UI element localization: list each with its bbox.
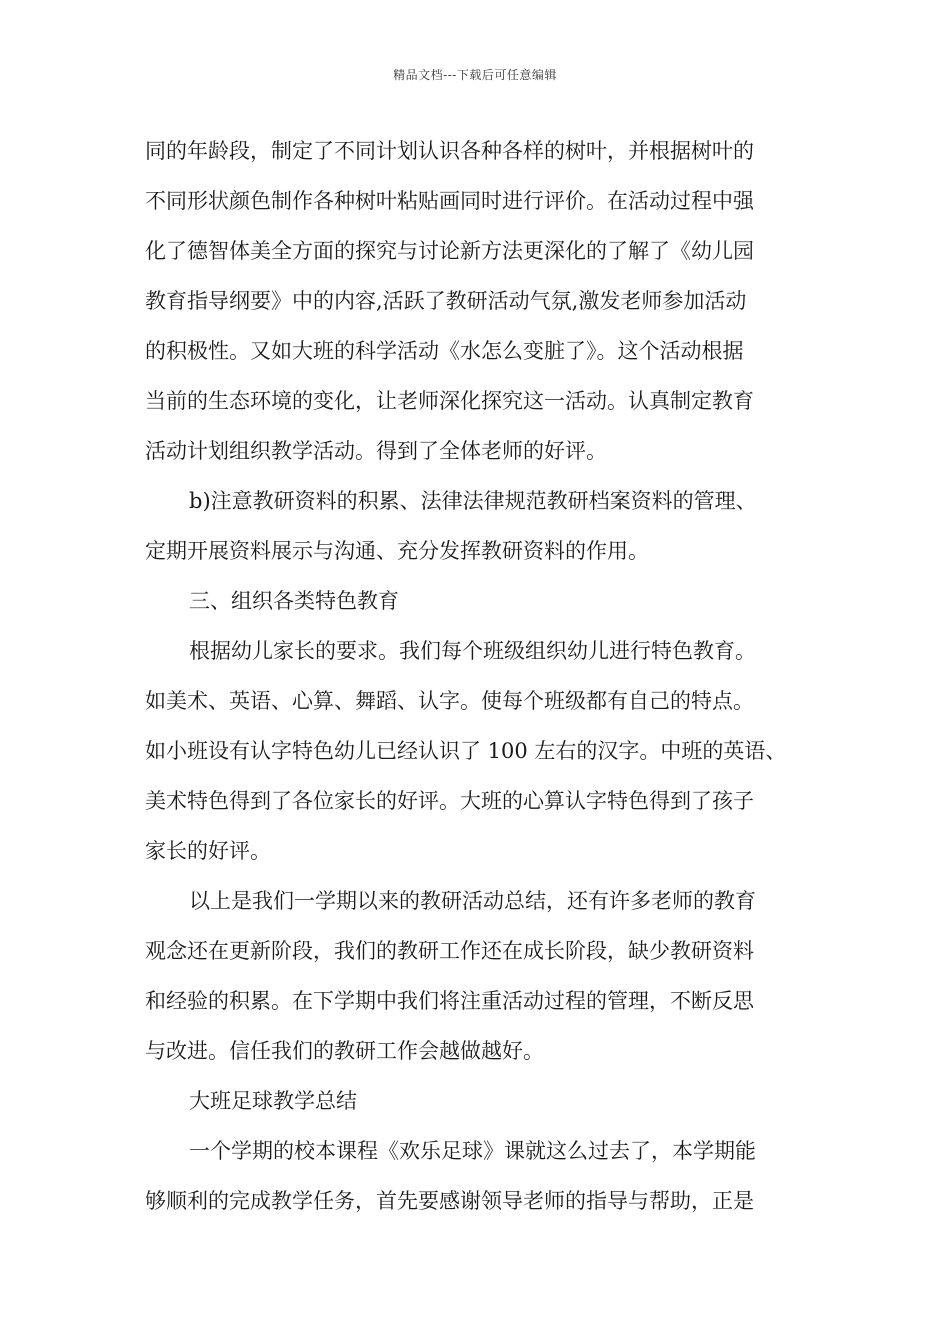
text-line: 如小班设有认字特色幼儿已经认识了 100 左右的汉字。中班的英语、 bbox=[145, 739, 787, 763]
text-line: 观念还在更新阶段，我们的教研工作还在成长阶段，缺少教研资料 bbox=[145, 939, 754, 963]
text-line: 不同形状颜色制作各种树叶粘贴画同时进行评价。在活动过程中强 bbox=[145, 189, 754, 213]
text-line: 够顺利的完成教学任务，首先要感谢领导老师的指导与帮助，正是 bbox=[145, 1189, 754, 1213]
text-line: 当前的生态环境的变化，让老师深化探究这一活动。认真制定教育 bbox=[145, 389, 754, 413]
text-line: 活动计划组织教学活动。得到了全体老师的好评。 bbox=[145, 439, 607, 463]
text-line: 定期开展资料展示与沟通、充分发挥教研资料的作用。 bbox=[145, 539, 649, 563]
text-line: 根据幼儿家长的要求。我们每个班级组织幼儿进行特色教育。 bbox=[189, 639, 756, 663]
text-line: 与改进。信任我们的教研工作会越做越好。 bbox=[145, 1039, 544, 1063]
text-line: 教育指导纲要》中的内容,活跃了教研活动气氛,激发老师参加活动 bbox=[145, 289, 747, 313]
page-header: 精品文档---下载后可任意编辑 bbox=[393, 68, 557, 82]
text-line: 如美术、英语、心算、舞蹈、认字。使每个班级都有自己的特点。 bbox=[145, 689, 754, 713]
text-line: 一个学期的校本课程《欢乐足球》课就这么过去了，本学期能 bbox=[189, 1139, 756, 1163]
text-line: 和经验的积累。在下学期中我们将注重活动过程的管理，不断反思 bbox=[145, 989, 754, 1013]
section-heading: 大班足球教学总结 bbox=[189, 1089, 357, 1113]
text-line: b)注意教研资料的积累、法律法律规范教研档案资料的管理、 bbox=[189, 489, 757, 513]
text-line: 家长的好评。 bbox=[145, 839, 271, 863]
text-line: 以上是我们一学期以来的教研活动总结，还有许多老师的教育 bbox=[189, 889, 756, 913]
document-body bbox=[145, 126, 835, 1226]
text-line: 美术特色得到了各位家长的好评。大班的心算认字特色得到了孩子 bbox=[145, 789, 754, 813]
text-line: 的积极性。又如大班的科学活动《水怎么变脏了》。这个活动根据 bbox=[145, 339, 744, 363]
text-line: 同的年龄段，制定了不同计划认识各种各样的树叶，并根据树叶的 bbox=[145, 139, 754, 163]
text-line: 化了德智体美全方面的探究与讨论新方法更深化的了解了《幼儿园 bbox=[145, 239, 754, 263]
section-heading: 三、组织各类特色教育 bbox=[189, 589, 399, 613]
